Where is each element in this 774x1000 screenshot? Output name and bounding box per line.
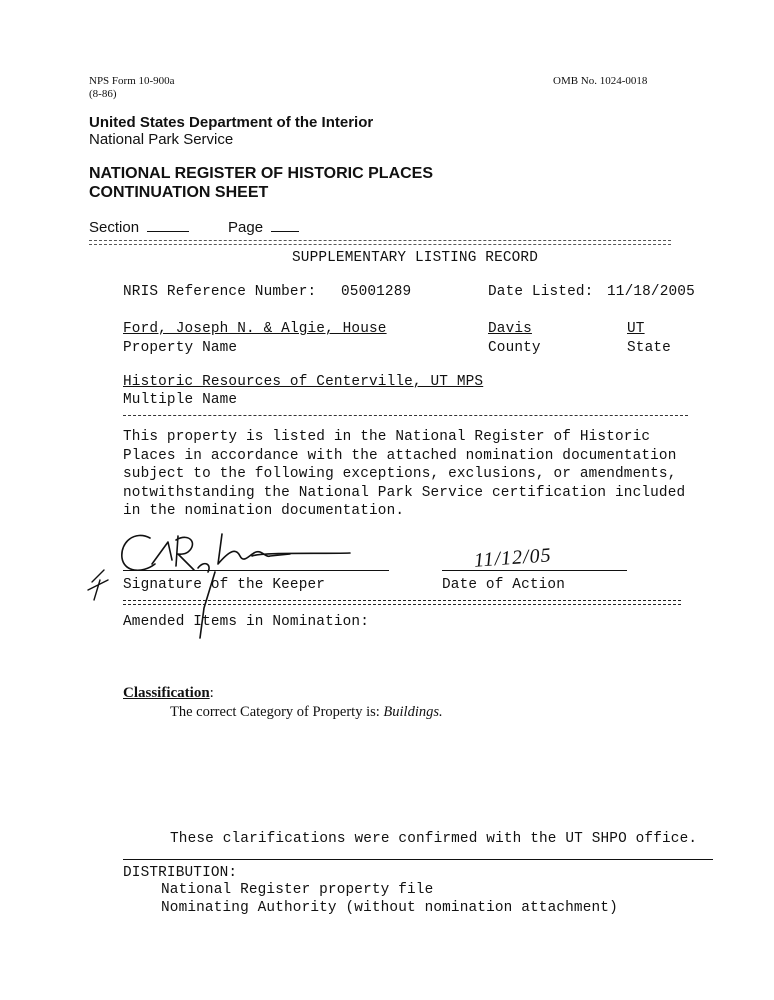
state-value: UT xyxy=(627,321,645,337)
statement-line: in the nomination documentation. xyxy=(123,503,405,519)
date-of-action-line xyxy=(442,570,627,571)
statement-line: subject to the following exceptions, exclusions, or amendments, xyxy=(123,466,677,482)
sheet-title-line2: CONTINUATION SHEET xyxy=(89,184,269,201)
date-of-action-label: Date of Action xyxy=(442,577,566,593)
distribution-item: National Register property file xyxy=(161,882,434,898)
sheet-title-line1: NATIONAL REGISTER OF HISTORIC PLACES xyxy=(89,165,434,182)
multiple-name-label: Multiple Name xyxy=(123,392,238,408)
classification-text xyxy=(170,704,443,721)
service-name: National Park Service xyxy=(89,131,234,148)
multiple-name: Historic Resources of Centerville, UT MPS xyxy=(123,374,484,390)
signature-label: Signature of the Keeper xyxy=(123,577,326,593)
department-name: United States Department of the Interior xyxy=(89,114,374,131)
statement-line: Places in accordance with the attached nomination documentation xyxy=(123,447,677,464)
property-name-label: Property Name xyxy=(123,340,238,356)
page-blank xyxy=(271,217,299,232)
date-listed-value: 11/18/2005 xyxy=(607,284,695,300)
nris-label: NRIS Reference Number: xyxy=(123,284,317,300)
statement-line: notwithstanding the National Park Service certification included xyxy=(123,484,686,501)
county-label: County xyxy=(488,340,541,356)
record-title: SUPPLEMENTARY LISTING RECORD xyxy=(292,250,539,266)
page-label: Page xyxy=(228,219,264,236)
signature-line xyxy=(123,570,389,571)
amended-rule-top xyxy=(123,600,681,601)
classification-prefix: The correct Category of Property is: xyxy=(170,704,384,720)
classification-heading-wrap: Classification: xyxy=(123,685,214,701)
form-date: (8-86) xyxy=(89,88,117,100)
omb-number: OMB No. 1024-0018 xyxy=(553,75,648,87)
section-blank xyxy=(147,217,189,232)
listing-statement xyxy=(123,428,685,521)
form-number: NPS Form 10-900a xyxy=(89,75,175,87)
amended-items-label: Amended Items in Nomination: xyxy=(123,614,370,630)
header-rule-bottom xyxy=(89,244,671,245)
classification-value: Buildings. xyxy=(383,704,443,720)
distribution-label: DISTRIBUTION: xyxy=(123,865,238,881)
property-name: Ford, Joseph N. & Algie, House xyxy=(123,321,387,337)
header-rule-top xyxy=(89,240,671,241)
nris-value: 05001289 xyxy=(341,284,412,300)
section-label: Section xyxy=(89,219,140,236)
confirmation-note: These clarifications were confirmed with the UT SHPO office. xyxy=(170,831,698,847)
distribution-item: Nominating Authority (without nomination attachment) xyxy=(161,900,618,916)
distribution-rule xyxy=(123,859,713,860)
statement-line: This property is listed in the National Register of Historic xyxy=(123,429,651,445)
classification-heading: Classification xyxy=(123,685,210,701)
date-listed-label: Date Listed: xyxy=(488,284,594,300)
date-of-action-handwritten: 11/12/05 xyxy=(473,544,553,572)
amended-rule-bottom xyxy=(123,604,681,605)
county-value: Davis xyxy=(488,321,532,337)
state-label: State xyxy=(627,340,671,356)
section-field xyxy=(89,217,189,236)
page-field xyxy=(228,217,299,236)
statement-separator xyxy=(123,415,688,416)
